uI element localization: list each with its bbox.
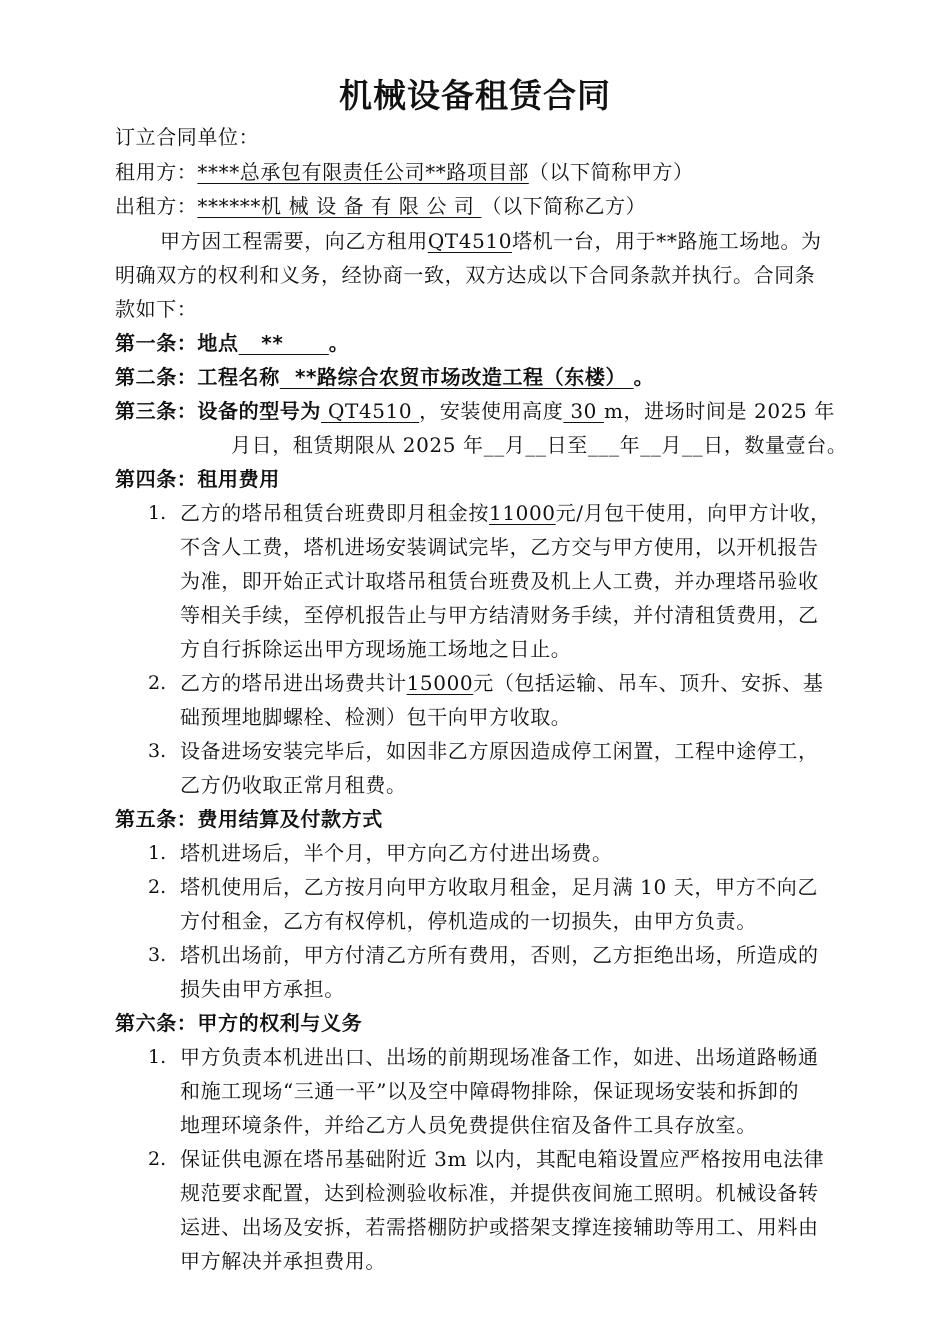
list-number: 3. <box>148 740 167 762</box>
entry-exit-fee-amount: 15000 <box>406 671 474 695</box>
article-1 <box>115 326 885 360</box>
item-text: 乙方的塔吊进出场费共计 <box>180 671 407 695</box>
article-6-item-2-line-2: 规范要求配置，达到检测验收标准，并提供夜间施工照明。机械设备转 <box>180 1181 819 1205</box>
article-6-heading: 第六条：甲方的权利与义务 <box>115 1011 363 1035</box>
article-5-item-3-line-2: 损失由甲方承担。 <box>180 977 345 1001</box>
project-name: **路综合农贸市场改造工程（东楼） <box>279 365 634 389</box>
install-height: 30 <box>563 399 604 423</box>
article-4-item-3-line-1: 设备进场安装完毕后，如因非乙方原因造成停工闲置，工程中途停工， <box>180 739 819 763</box>
article-4-item-1-line-1 <box>180 496 885 530</box>
article-3-text: ，安装使用高度 <box>419 399 564 423</box>
article-5-item-2-line-2: 方付租金，乙方有权停机，停机造成的一切损失，由甲方负责。 <box>180 909 757 933</box>
lessee-note: （以下简称甲方） <box>528 160 694 184</box>
article-4-item-1-line-2: 不含人工费，塔机进场安装调试完毕，乙方交与甲方使用，以开机报告 <box>180 535 819 559</box>
article-2-end: 。 <box>633 365 655 389</box>
article-3-label: 第三条：设备的型号为 <box>115 399 321 423</box>
location-value: ** <box>238 331 329 355</box>
article-4-item-2-line-2: 础预埋地脚螺栓、检测）包干向甲方收取。 <box>180 705 572 729</box>
parties-header: 订立合同单位： <box>115 125 260 149</box>
item-text: 乙方的塔吊租赁台班费即月租金按 <box>180 501 489 525</box>
list-number: 2. <box>148 876 167 898</box>
item-text: 元（包括运输、吊车、顶升、安拆、基 <box>473 671 824 695</box>
article-6-item-2-line-3: 运进、出场及安拆，若需搭棚防护或搭架支撑连接辅助等用工、用料由 <box>180 1215 819 1239</box>
lessee-line <box>115 155 885 189</box>
article-5-item-2-line-1: 塔机使用后，乙方按月向甲方收取月租金，足月满 10 天，甲方不向乙 <box>180 875 818 899</box>
article-6-item-1-line-1: 甲方负责本机进出口、出场的前期现场准备工作，如进、出场道路畅通 <box>180 1045 819 1069</box>
list-number: 3. <box>148 944 167 966</box>
article-3-text: m，进场时间是 2025 年 <box>603 399 835 423</box>
article-4-heading: 第四条：租用费用 <box>115 467 280 491</box>
lessee-label: 租用方： <box>115 160 198 184</box>
lessor-name: ******机 械 设 备 有 限 公 司 <box>197 194 482 218</box>
article-6-item-1-line-2: 和施工现场“三通一平”以及空中障碍物排除，保证现场安装和拆卸的 <box>180 1079 800 1103</box>
monthly-rent-amount: 11000 <box>489 501 556 525</box>
article-3 <box>115 394 885 428</box>
item-text: 元/月包干使用，向甲方计收， <box>555 501 831 525</box>
article-3-model: QT4510 <box>321 399 420 423</box>
article-6-item-2-line-1: 保证供电源在塔吊基础附近 3m 以内，其配电箱设置应严格按用电法律 <box>180 1147 825 1171</box>
intro-line-1 <box>160 224 885 258</box>
article-4-item-1-line-4: 等相关手续，至停机报告止与甲方结清财务手续，并付清租赁费用，乙 <box>180 603 819 627</box>
list-number: 2. <box>148 672 167 694</box>
lessor-note: （以下简称乙方） <box>481 194 647 218</box>
article-4-item-2-line-1 <box>180 666 885 700</box>
list-number: 1. <box>148 842 167 864</box>
article-5-heading: 第五条：费用结算及付款方式 <box>115 807 383 831</box>
article-1-end: 。 <box>328 331 350 355</box>
article-6-item-2-line-4: 甲方解决并承担费用。 <box>180 1249 386 1273</box>
document-title: 机械设备租赁合同 <box>339 76 611 115</box>
intro-text: 甲方因工程需要，向乙方租用 <box>160 229 428 253</box>
article-4-item-1-line-5: 方自行拆除运出甲方现场施工场地之日止。 <box>180 637 572 661</box>
lessee-name: ****总承包有限责任公司**路项目部 <box>197 160 529 184</box>
article-2 <box>115 360 885 394</box>
intro-line-2: 明确双方的权利和义务，经协商一致，双方达成以下合同条款并执行。合同条 <box>115 263 816 287</box>
list-number: 1. <box>148 1046 167 1068</box>
article-2-label: 第二条：工程名称 <box>115 365 280 389</box>
article-4-item-3-line-2: 乙方仍收取正常月租费。 <box>180 773 407 797</box>
list-number: 1. <box>148 502 167 524</box>
article-6-item-1-line-3: 地理环境条件，并给乙方人员免费提供住宿及备件工具存放室。 <box>180 1113 757 1137</box>
article-5-item-1-line-1: 塔机进场后，半个月，甲方向乙方付进出场费。 <box>180 841 613 865</box>
lessor-label: 出租方： <box>115 194 198 218</box>
lessor-line <box>115 189 885 223</box>
article-4-item-1-line-3: 为准，即开始正式计取塔吊租赁台班费及机上人工费，并办理塔吊验收 <box>180 569 819 593</box>
intro-line-3: 款如下： <box>115 297 198 321</box>
intro-text: 塔机一台，用于**路施工场地。为 <box>512 229 822 253</box>
article-3-line-2: 月日，租赁期限从 2025 年__月__日至___年__月__日，数量壹台。 <box>231 433 848 457</box>
article-1-label: 第一条：地点 <box>115 331 239 355</box>
equipment-model: QT4510 <box>427 229 513 253</box>
list-number: 2. <box>148 1148 167 1170</box>
article-5-item-3-line-1: 塔机出场前，甲方付清乙方所有费用，否则，乙方拒绝出场，所造成的 <box>180 943 819 967</box>
